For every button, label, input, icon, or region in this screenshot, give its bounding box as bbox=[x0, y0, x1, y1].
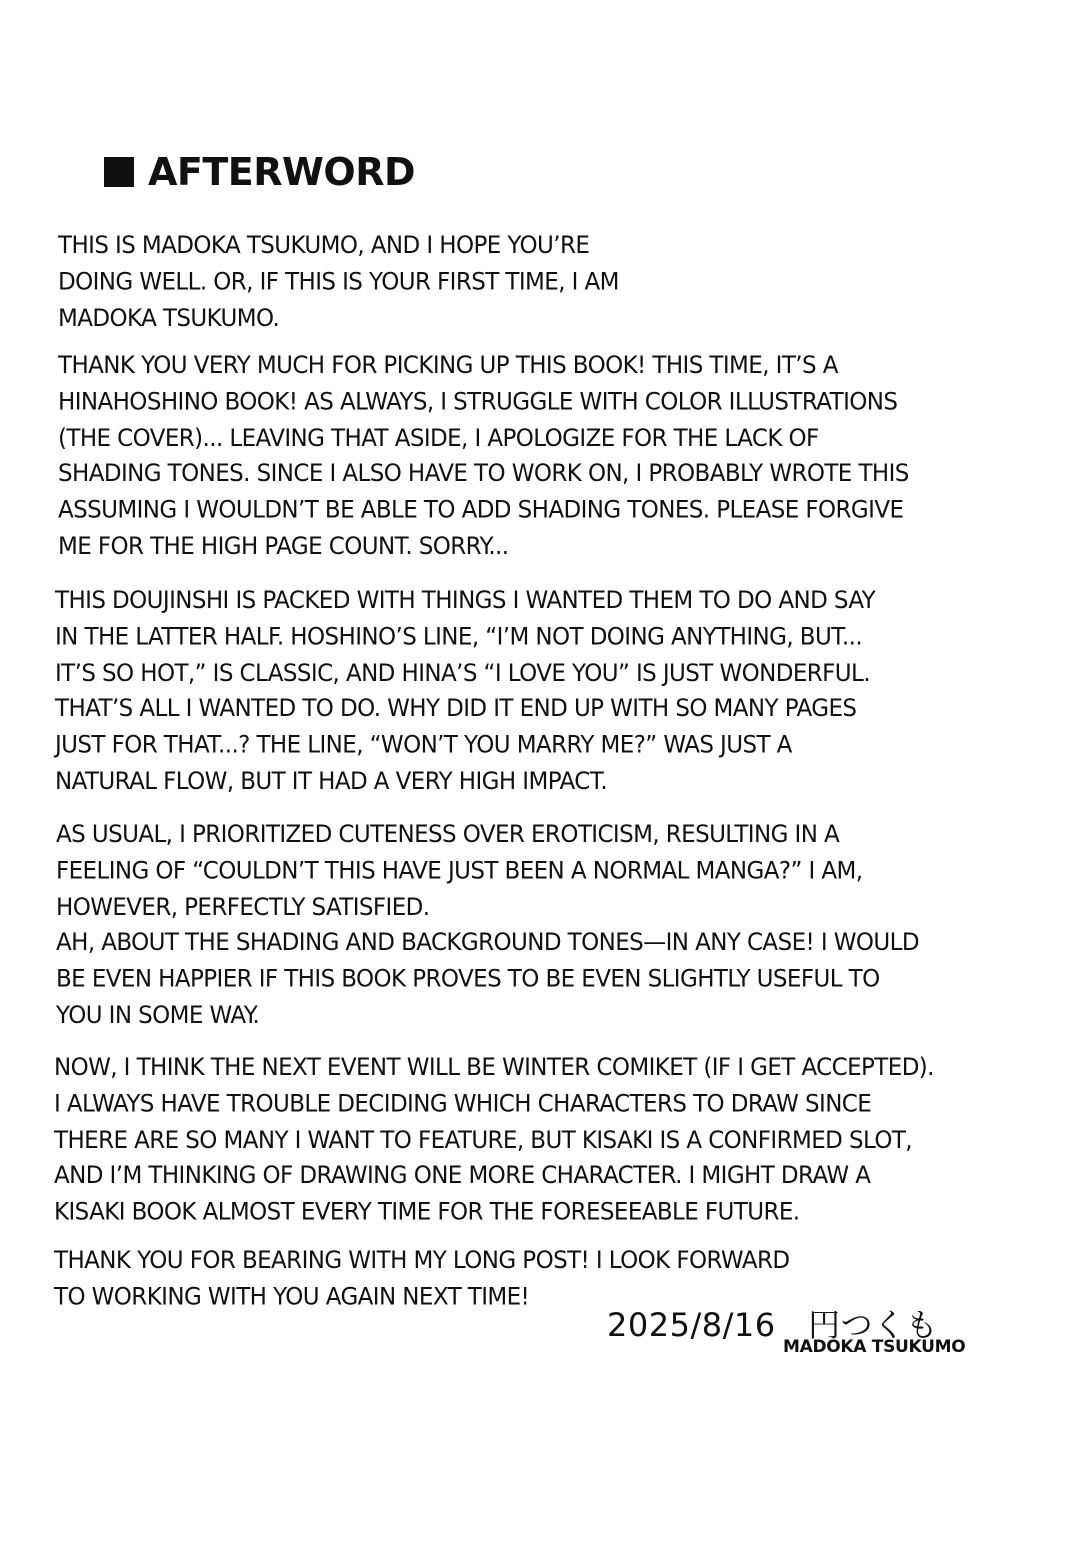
signature-romaji: MADOKA TSUKUMO bbox=[783, 1337, 966, 1357]
text-line: AS USUAL, I PRIORITIZED CUTENESS OVER EROTICISM, RESULTING IN A bbox=[56, 821, 840, 849]
text-line: NOW, I THINK THE NEXT EVENT WILL BE WINTER COMIKET (IF I GET ACCEPTED). bbox=[54, 1054, 934, 1082]
text-line: ME FOR THE HIGH PAGE COUNT. SORRY... bbox=[58, 533, 509, 561]
text-line: MADOKA TSUKUMO. bbox=[58, 304, 280, 332]
text-line: FEELING OF “COULDN’T THIS HAVE JUST BEEN A NORMAL MANGA?” I AM, bbox=[56, 857, 863, 885]
text-line: SHADING TONES. SINCE I ALSO HAVE TO WORK ON, I PROBABLY WROTE THIS bbox=[58, 460, 909, 488]
text-line: YOU IN SOME WAY. bbox=[56, 1002, 260, 1030]
text-line: DOING WELL. OR, IF THIS IS YOUR FIRST TIME, I AM bbox=[58, 268, 619, 296]
text-line: THAT’S ALL I WANTED TO DO. WHY DID IT END UP WITH SO MANY PAGES bbox=[55, 695, 857, 723]
page-title: AFTERWORD bbox=[148, 150, 416, 194]
text-line: AH, ABOUT THE SHADING AND BACKGROUND TONES—IN ANY CASE! I WOULD bbox=[56, 929, 919, 957]
text-line: IT’S SO HOT,” IS CLASSIC, AND HINA’S “I LOVE YOU” IS JUST WONDERFUL. bbox=[55, 659, 870, 687]
paragraph-thanks bbox=[58, 348, 909, 565]
text-line: IN THE LATTER HALF. HOSHINO’S LINE, “I’M NOT DOING ANYTHING, BUT... bbox=[55, 623, 863, 651]
text-line: THIS IS MADOKA TSUKUMO, AND I HOPE YOU’RE bbox=[58, 232, 590, 260]
text-line: HINAHOSHINO BOOK! AS ALWAYS, I STRUGGLE WITH COLOR ILLUSTRATIONS bbox=[58, 388, 898, 416]
text-line: I ALWAYS HAVE TROUBLE DECIDING WHICH CHARACTERS TO DRAW SINCE bbox=[54, 1090, 872, 1118]
afterword-heading bbox=[104, 150, 415, 194]
text-line: THERE ARE SO MANY I WANT TO FEATURE, BUT KISAKI IS A CONFIRMED SLOT, bbox=[54, 1126, 913, 1154]
text-line: ASSUMING I WOULDN’T BE ABLE TO ADD SHADING TONES. PLEASE FORGIVE bbox=[58, 496, 904, 524]
text-line: NATURAL FLOW, BUT IT HAD A VERY HIGH IMPACT. bbox=[55, 768, 608, 796]
paragraph-greeting bbox=[58, 228, 619, 337]
text-line: BE EVEN HAPPIER IF THIS BOOK PROVES TO BE EVEN SLIGHTLY USEFUL TO bbox=[56, 965, 880, 993]
signature-date-name: 2025/8/16 円つくも bbox=[607, 1306, 939, 1344]
text-line: TO WORKING WITH YOU AGAIN NEXT TIME! bbox=[54, 1283, 530, 1311]
paragraph-doujinshi bbox=[55, 583, 875, 800]
text-line: AND I’M THINKING OF DRAWING ONE MORE CHARACTER. I MIGHT DRAW A bbox=[54, 1162, 871, 1190]
text-line: KISAKI BOOK ALMOST EVERY TIME FOR THE FORESEEABLE FUTURE. bbox=[54, 1198, 800, 1226]
black-square-bullet bbox=[104, 157, 134, 187]
text-line: JUST FOR THAT...? THE LINE, “WON’T YOU MARRY ME?” WAS JUST A bbox=[55, 731, 792, 759]
text-line: THANK YOU VERY MUCH FOR PICKING UP THIS BOOK! THIS TIME, IT’S A bbox=[58, 352, 838, 380]
text-line: (THE COVER)... LEAVING THAT ASIDE, I APOLOGIZE FOR THE LACK OF bbox=[58, 424, 819, 452]
text-line: THANK YOU FOR BEARING WITH MY LONG POST! I LOOK FORWARD bbox=[54, 1247, 790, 1275]
text-line: THIS DOUJINSHI IS PACKED WITH THINGS I WANTED THEM TO DO AND SAY bbox=[55, 587, 876, 615]
paragraph-cuteness bbox=[56, 817, 919, 1034]
paragraph-next-event bbox=[54, 1050, 934, 1231]
text-line: HOWEVER, PERFECTLY SATISFIED. bbox=[56, 893, 430, 921]
